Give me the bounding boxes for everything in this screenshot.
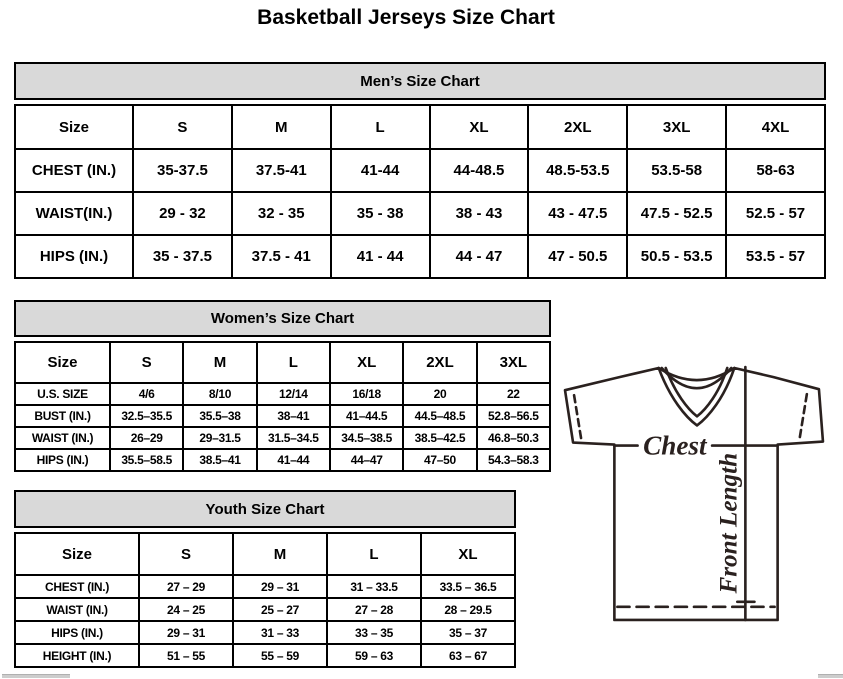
column-header-cell: M	[232, 105, 331, 149]
jersey-measurement-diagram	[556, 364, 836, 628]
column-header-cell: Size	[15, 533, 139, 575]
table-cell: 29 - 32	[133, 192, 232, 235]
chest-label: Chest	[643, 430, 707, 461]
row-label-cell: HEIGHT (IN.)	[15, 644, 139, 667]
table-cell: 32.5–35.5	[110, 405, 183, 427]
table-cell: 31 – 33	[233, 621, 327, 644]
table-cell: 33 – 35	[327, 621, 421, 644]
table-cell: 52.8–56.5	[477, 405, 550, 427]
column-header-cell: S	[110, 342, 183, 383]
row-label-cell: HIPS (IN.)	[15, 235, 133, 278]
table-row	[15, 621, 515, 644]
table-cell: 53.5 - 57	[726, 235, 825, 278]
table-cell: 28 – 29.5	[421, 598, 515, 621]
column-header-cell: XL	[430, 105, 529, 149]
youth-size-chart-section	[14, 490, 516, 668]
table-cell: 26–29	[110, 427, 183, 449]
table-cell: 27 – 28	[327, 598, 421, 621]
row-label-cell: HIPS (IN.)	[15, 621, 139, 644]
table-cell: 4/6	[110, 383, 183, 405]
table-cell: 12/14	[257, 383, 330, 405]
youth-size-table	[14, 532, 516, 668]
womens-size-chart-title: Women’s Size Chart	[14, 300, 551, 337]
table-cell: 41-44	[331, 149, 430, 192]
table-cell: 44-48.5	[430, 149, 529, 192]
table-cell: 34.5–38.5	[330, 427, 403, 449]
column-header-cell: M	[233, 533, 327, 575]
front-length-label: Front Length	[715, 452, 743, 594]
table-cell: 38.5–42.5	[403, 427, 476, 449]
column-header-cell: Size	[15, 342, 110, 383]
table-row	[15, 427, 550, 449]
table-row	[15, 644, 515, 667]
table-row	[15, 598, 515, 621]
column-header-row	[15, 533, 515, 575]
table-cell: 51 – 55	[139, 644, 233, 667]
table-cell: 41–44	[257, 449, 330, 471]
table-cell: 53.5-58	[627, 149, 726, 192]
column-header-cell: 3XL	[627, 105, 726, 149]
table-cell: 31 – 33.5	[327, 575, 421, 598]
table-cell: 35-37.5	[133, 149, 232, 192]
table-cell: 47 - 50.5	[528, 235, 627, 278]
column-header-cell: Size	[15, 105, 133, 149]
column-header-cell: 4XL	[726, 105, 825, 149]
page-title: Basketball Jerseys Size Chart	[257, 6, 555, 29]
table-cell: 29–31.5	[183, 427, 256, 449]
column-header-cell: 2XL	[528, 105, 627, 149]
jersey-outline	[565, 368, 823, 620]
row-label-cell: CHEST (IN.)	[15, 575, 139, 598]
column-header-cell: 3XL	[477, 342, 550, 383]
table-cell: 37.5 - 41	[232, 235, 331, 278]
table-cell: 44–47	[330, 449, 403, 471]
table-cell: 47.5 - 52.5	[627, 192, 726, 235]
row-label-cell: CHEST (IN.)	[15, 149, 133, 192]
table-cell: 63 – 67	[421, 644, 515, 667]
table-cell: 52.5 - 57	[726, 192, 825, 235]
column-header-cell: L	[327, 533, 421, 575]
row-label-cell: WAIST (IN.)	[15, 427, 110, 449]
column-header-cell: L	[257, 342, 330, 383]
table-cell: 8/10	[183, 383, 256, 405]
table-cell: 25 – 27	[233, 598, 327, 621]
table-cell: 50.5 - 53.5	[627, 235, 726, 278]
table-cell: 29 – 31	[139, 621, 233, 644]
table-cell: 22	[477, 383, 550, 405]
table-cell: 35 - 37.5	[133, 235, 232, 278]
column-header-cell: 2XL	[403, 342, 476, 383]
column-header-cell: XL	[330, 342, 403, 383]
table-cell: 41 - 44	[331, 235, 430, 278]
table-cell: 43 - 47.5	[528, 192, 627, 235]
table-cell: 16/18	[330, 383, 403, 405]
row-label-cell: U.S. SIZE	[15, 383, 110, 405]
row-label-cell: WAIST(IN.)	[15, 192, 133, 235]
table-row	[15, 149, 825, 192]
table-cell: 41–44.5	[330, 405, 403, 427]
youth-size-chart-title: Youth Size Chart	[14, 490, 516, 528]
table-cell: 44.5–48.5	[403, 405, 476, 427]
table-row	[15, 449, 550, 471]
table-cell: 48.5-53.5	[528, 149, 627, 192]
column-header-cell: S	[139, 533, 233, 575]
horizontal-scrollbar-fragment-right[interactable]	[818, 674, 843, 678]
table-cell: 20	[403, 383, 476, 405]
table-cell: 55 – 59	[233, 644, 327, 667]
table-cell: 47–50	[403, 449, 476, 471]
column-header-cell: XL	[421, 533, 515, 575]
table-cell: 38 - 43	[430, 192, 529, 235]
table-cell: 27 – 29	[139, 575, 233, 598]
table-cell: 24 – 25	[139, 598, 233, 621]
table-cell: 32 - 35	[232, 192, 331, 235]
table-row	[15, 383, 550, 405]
table-cell: 44 - 47	[430, 235, 529, 278]
mens-size-chart-section	[14, 62, 826, 279]
table-row	[15, 192, 825, 235]
table-cell: 35.5–58.5	[110, 449, 183, 471]
table-cell: 59 – 63	[327, 644, 421, 667]
table-cell: 46.8–50.3	[477, 427, 550, 449]
table-cell: 35.5–38	[183, 405, 256, 427]
column-header-row	[15, 342, 550, 383]
table-cell: 38.5–41	[183, 449, 256, 471]
table-cell: 35 – 37	[421, 621, 515, 644]
table-cell: 29 – 31	[233, 575, 327, 598]
table-row	[15, 575, 515, 598]
table-cell: 31.5–34.5	[257, 427, 330, 449]
table-cell: 35 - 38	[331, 192, 430, 235]
womens-size-table	[14, 341, 551, 472]
table-cell: 37.5-41	[232, 149, 331, 192]
table-cell: 38–41	[257, 405, 330, 427]
column-header-row	[15, 105, 825, 149]
column-header-cell: M	[183, 342, 256, 383]
table-row	[15, 405, 550, 427]
row-label-cell: WAIST (IN.)	[15, 598, 139, 621]
mens-size-chart-title: Men’s Size Chart	[14, 62, 826, 100]
table-row	[15, 235, 825, 278]
table-cell: 54.3–58.3	[477, 449, 550, 471]
column-header-cell: L	[331, 105, 430, 149]
table-cell: 33.5 – 36.5	[421, 575, 515, 598]
table-cell: 58-63	[726, 149, 825, 192]
row-label-cell: HIPS (IN.)	[15, 449, 110, 471]
womens-size-chart-section	[14, 300, 551, 472]
horizontal-scrollbar-fragment-left[interactable]	[2, 674, 70, 678]
mens-size-table	[14, 104, 826, 279]
row-label-cell: BUST (IN.)	[15, 405, 110, 427]
column-header-cell: S	[133, 105, 232, 149]
